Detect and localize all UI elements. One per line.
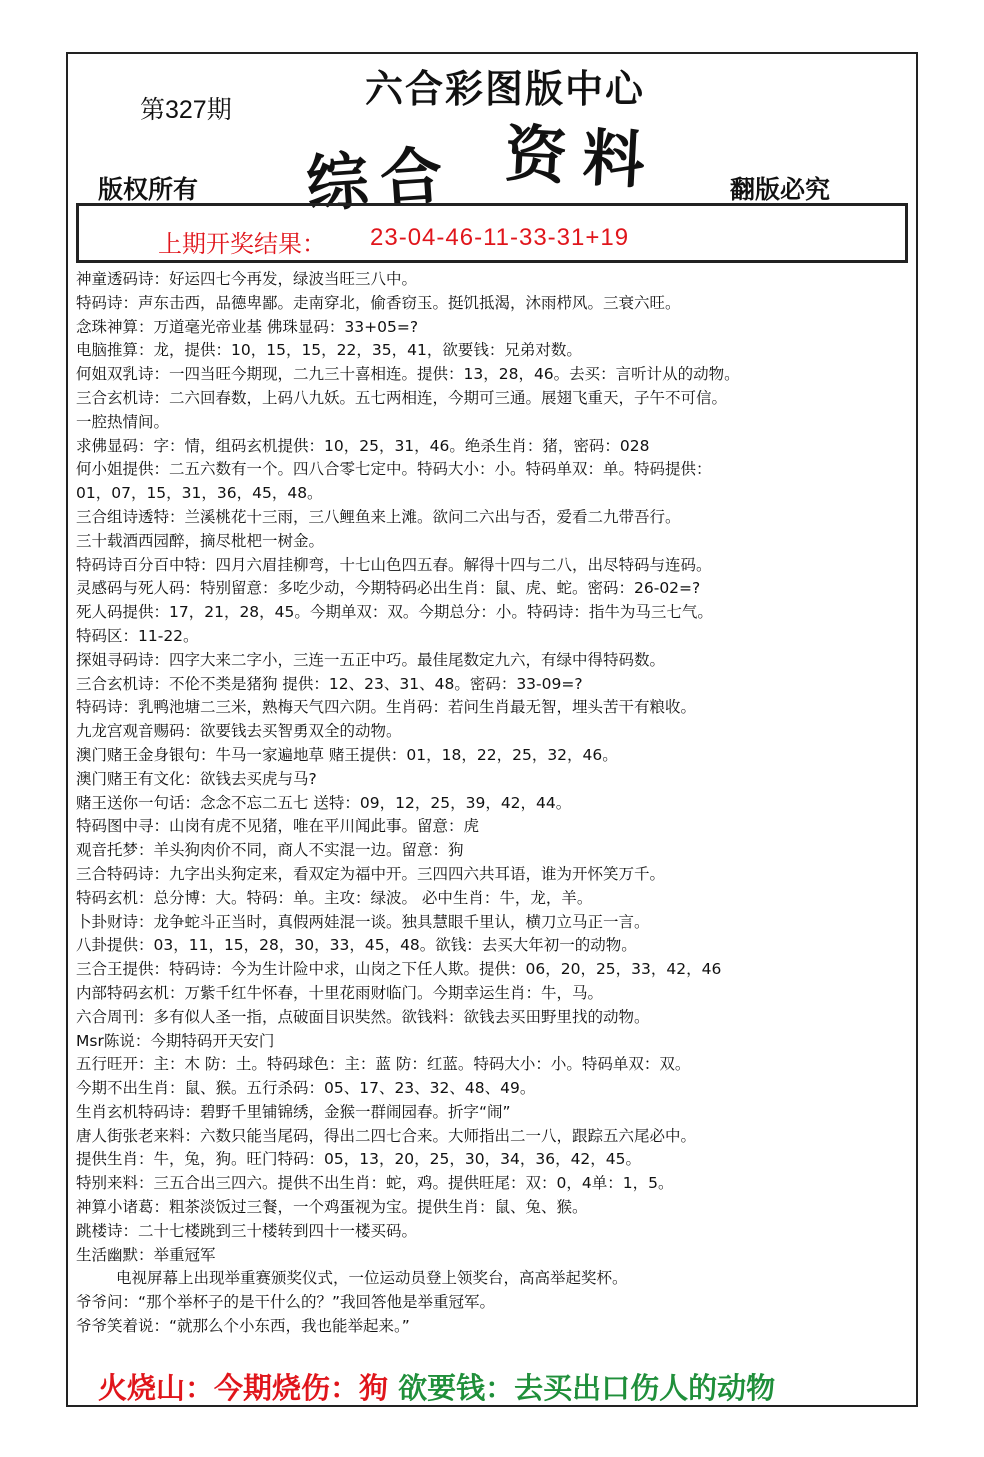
content-line: 念珠神算：万道毫光帝业基 佛珠显码：33+05=? [76, 317, 419, 336]
content-line: 三合玄机诗：不伦不类是猪狗 提供：12、23、31、48。密码：33-09=? [76, 674, 583, 693]
result-value: 23-04-46-11-33-31+19 [370, 224, 630, 251]
content-line: 探姐寻码诗：四字大来二字小，三连一五正中巧。最佳尾数定九六，有绿中得特码数。 [76, 650, 666, 669]
content-line: 八卦提供：03，11，15，28，30，33，45，48。欲钱：去买大年初一的动物。 [76, 936, 637, 955]
content-line: 生肖玄机特码诗：碧野千里铺锦绣，金猴一群闹园春。折字“闹” [76, 1102, 511, 1121]
content-line: 一腔热情间。 [76, 412, 170, 431]
story-line: 爷爷笑着说：“就那么个小东西，我也能举起来。” [76, 1317, 410, 1336]
content-line: 三合特码诗：九字出头狗定来，看双定为福中开。三四四六共耳语，谁为开怀笑万千。 [76, 864, 666, 883]
content-line: 今期不出生肖：鼠、猴。五行杀码：05、17、23、32、48、49。 [76, 1079, 536, 1098]
content-line: 跳楼诗：二十七楼跳到三十楼转到四十一楼买码。 [76, 1221, 418, 1240]
content-line: 电脑推算：龙，提供：10，15，15，22，35，41，欲要钱：兄弟对数。 [76, 341, 582, 360]
issue-number: 第327期 [140, 96, 232, 124]
content-line: 五行旺开：主：木 防：土。特码球色：主：蓝 防：红蓝。特码大小：小。特码单双：双。 [76, 1055, 691, 1074]
story-line: 爷爷问：“那个举杯子的是干什么的？”我回答他是举重冠军。 [76, 1293, 496, 1312]
footer-right: 欲要钱：去买出口伤人的动物 [398, 1371, 776, 1405]
piracy-note: 翻版必究 [730, 175, 831, 204]
content-line: 三合王提供：特码诗：今为生计险中求，山岗之下任人欺。提供：06，20，25，33，42，46 [76, 960, 722, 979]
footer-banner [98, 1366, 775, 1407]
content-line: 特码诗：声东击西，品德卑鄙。走南穿北，偷香窃玉。挺饥抵渴，沐雨栉风。三衰六旺。 [76, 293, 681, 312]
content-line: 卜卦财诗：龙争蛇斗正当时，真假两娃混一谈。独具慧眼千里认，横刀立马正一言。 [76, 912, 650, 931]
content-line: 内部特码玄机：万紫千红牛怀春，十里花雨财临门。今期幸运生肖：牛，马。 [76, 983, 604, 1002]
footer-left: 火烧山：今期烧伤：狗 [98, 1371, 389, 1405]
center-title: 六合彩图版中心 [365, 67, 646, 111]
content-line: 01，07，15，31，36，45，48。 [76, 484, 323, 503]
content-line: 三合玄机诗：二六回春数，上码八九妖。五七两相连，今期可三通。展翅飞重天，子午不可信。 [76, 388, 728, 407]
content-line: 死人码提供：17，21，28，45。今期单双：双。今期总分：小。特码诗：指牛为马三七气。 [76, 603, 713, 622]
content-line: 特码玄机：总分博：大。特码：单。主攻：绿波。 必中生肖：牛，龙，羊。 [76, 888, 593, 907]
result-label: 上期开奖结果： [158, 230, 326, 258]
big-title-right: 资料 [502, 116, 663, 199]
big-title-left: 综合 [303, 137, 457, 222]
content-line: 求佛显码：字：情，组码玄机提供：10，25，31，46。绝杀生肖：猪，密码：028 [76, 436, 650, 455]
content-line: 澳门赌王有文化：欲钱去买虎与马? [76, 769, 317, 788]
content-line: 特码图中寻：山岗有虎不见猪，唯在平川闻此事。留意：虎 [76, 817, 480, 836]
content-line: 提供生肖：牛，兔，狗。旺门特码：05，13，20，25，30，34，36，42，45。 [76, 1150, 642, 1169]
content-line: 何小姐提供：二五六数有一个。四八合零七定中。特码大小：小。特码单双：单。特码提供： [76, 460, 712, 479]
content-line: 特码区：11-22。 [76, 626, 199, 645]
content-line: 赌王送你一句话：念念不忘二五七 送特：09，12，25，39，42，44。 [76, 793, 572, 812]
content-line: 灵感码与死人码：特别留意：多吃少动，今期特码必出生肖：鼠、虎、蛇。密码：26-02=? [76, 579, 701, 598]
content-line: 特码诗百分百中特：四月六眉挂柳弯，十七山色四五春。解得十四与二八，出尽特码与连码。 [76, 555, 712, 574]
content-line: 生活幽默：举重冠军 [76, 1245, 216, 1264]
story-line: 电视屏幕上出现举重赛颁奖仪式，一位运动员登上领奖台，高高举起奖杯。 [116, 1269, 628, 1288]
content-line: 三合组诗透特：兰溪桃花十三雨，三八鲤鱼来上滩。欲问二六出与否，爱看二九带吾行。 [76, 507, 681, 526]
content-line: 何姐双乳诗：一四当旺今期现，二九三十喜相连。提供：13，28，46。去买：言听计从的动物。 [76, 365, 740, 384]
content-lines [76, 268, 906, 1339]
content-line: 神童透码诗：好运四七今再发，绿波当旺三八中。 [76, 270, 418, 288]
content-line: Msr陈说：今期特码开天安门 [76, 1031, 275, 1050]
content-line: 三十载酒西园醉，摘尽枇杷一树金。 [76, 531, 325, 550]
content-line: 唐人街张老来料：六数只能当尾码，得出二四七合来。大师指出二一八，跟踪五六尾必中。 [76, 1126, 697, 1145]
content-line: 澳门赌王金身银句：牛马一家遍地草 赌王提供：01，18，22，25，32，46。 [76, 745, 618, 764]
copyright-note: 版权所有 [98, 175, 199, 204]
content-line: 六合周刊：多有似人圣一指，点破面目识奘然。欲钱料：欲钱去买田野里找的动物。 [76, 1007, 650, 1026]
content-line: 神算小诸葛：粗茶淡饭过三餐，一个鸡蛋视为宝。提供生肖：鼠、兔、猴。 [76, 1198, 588, 1217]
content-line: 特码诗：乳鸭池塘二三米，熟梅天气四六阴。生肖码：若问生肖最无智，埋头苦干有粮收。 [76, 698, 697, 717]
content-line: 观音托梦：羊头狗肉价不同，商人不实混一边。留意：狗 [76, 841, 464, 860]
content-line: 九龙宫观音赐码：欲要钱去买智勇双全的动物。 [76, 722, 402, 741]
content-line: 特别来料：三五合出三四六。提供不出生肖：蛇，鸡。提供旺尾：双：0，4单：1，5。 [76, 1174, 674, 1193]
